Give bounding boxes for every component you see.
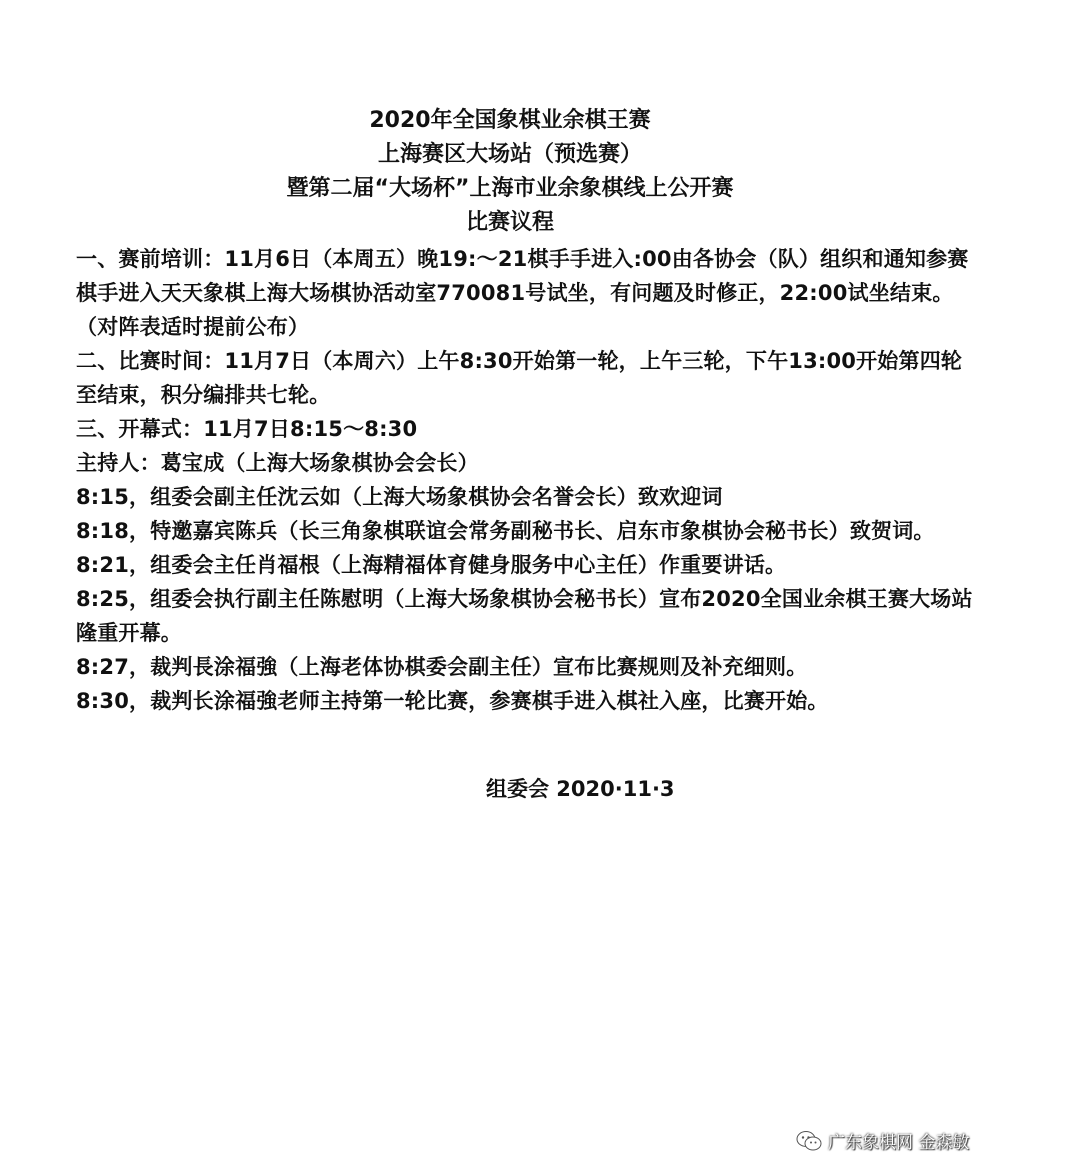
paragraph-0830: 8:30，裁判长涂福強老师主持第一轮比赛，参赛棋手进入棋社入座，比赛开始。 [76,689,829,713]
paragraph-0827: 8:27，裁判長涂福強（上海老体协棋委会副主任）宣布比赛规则及补充细则。 [76,655,808,679]
paragraph-0818: 8:18，特邀嘉宾陈兵（长三角象棋联谊会常务副秘书长、启东市象棋协会秘书长）致贺词。 [76,519,935,543]
title-line-3: 暨第二届“大场杯”上海市业余象棋线上公开赛 [286,176,734,201]
wechat-icon [796,1130,822,1152]
agenda-body [76,242,976,718]
watermark [796,1128,969,1153]
title-line-1: 2020年全国象棋业余棋王赛 [369,108,651,133]
paragraph-host: 主持人：葛宝成（上海大场象棋协会会长） [76,451,479,475]
paragraph-0821: 8:21，组委会主任肖福根（上海精福体育健身服务中心主任）作重要讲话。 [76,553,787,577]
title-line-2: 上海赛区大场站（预选赛） [377,142,642,167]
title-block [0,104,1020,240]
paragraph-opening: 三、开幕式：11月7日8:15～8:30 [76,417,418,441]
paragraph-0815: 8:15，组委会副主任沈云如（上海大场象棋协会名誉会长）致欢迎词 [76,485,723,509]
title-line-4: 比赛议程 [465,210,554,235]
signature: 组委会 2020·11·3 [486,777,675,801]
paragraph-0825: 8:25，组委会执行副主任陈慰明（上海大场象棋协会秘书长）宣布2020全国业余棋王赛大场站隆重开幕。 [76,587,973,645]
paragraph-training: 一、赛前培训：11月6日（本周五）晚19:～21棋手手进入:00由各协会（队）组织和通知参赛棋手进入天天象棋上海大场棋协活动室770081号试坐，有问题及时修正，22:00试坐结束。（对阵表适时提前公布） [76,247,969,339]
watermark-text: 广东象棋网 金森敏 [828,1133,970,1153]
paragraph-schedule: 二、比赛时间：11月7日（本周六）上午8:30开始第一轮，上午三轮，下午13:00开始第四轮至结束，积分编排共七轮。 [76,349,963,407]
